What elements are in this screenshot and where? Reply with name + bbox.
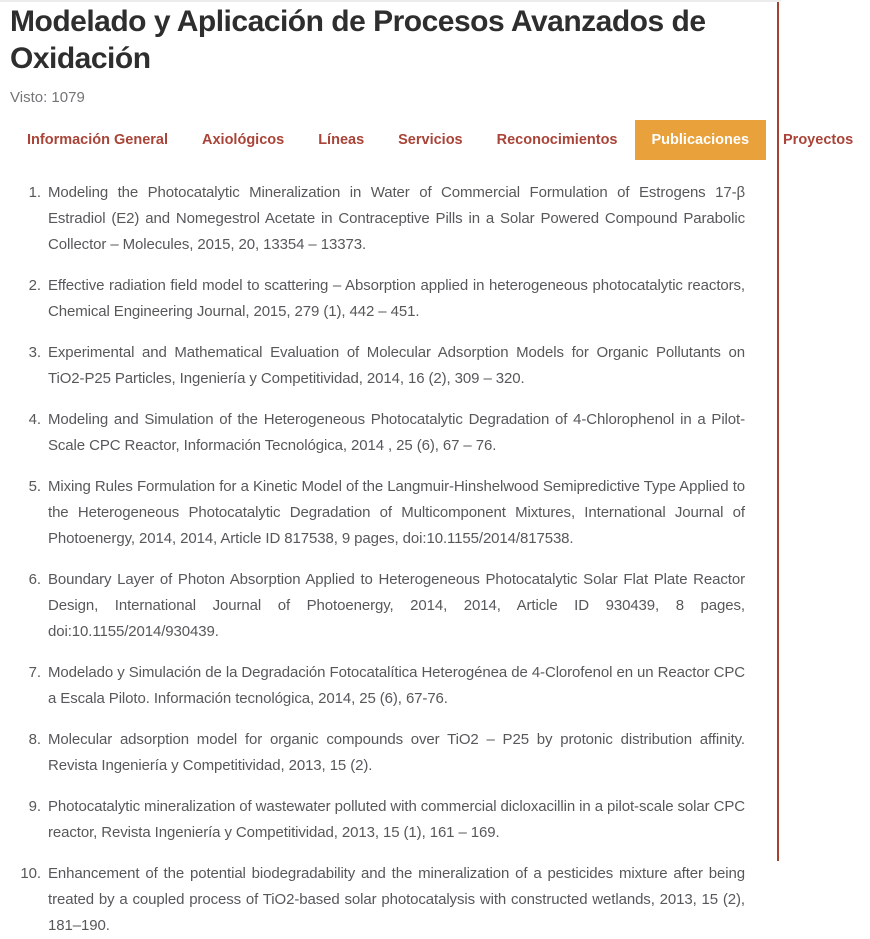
publication-item: 6. Boundary Layer of Photon Absorption Applied to Heterogeneous Photocatalytic Solar Flat Plate Reactor Design, International Journal of Photoenergy, 2014, 2014, Article ID 930439, 8 pages, doi:10.1155/2014/930439. [45, 567, 745, 645]
publication-item: 2. Effective radiation field model to scattering – Absorption applied in heterogeneous photocatalytic reactors, Chemical Engineering Journal, 2015, 279 (1), 442 – 451. [45, 273, 745, 325]
page-right-border [777, 2, 779, 861]
publication-item: 10. Enhancement of the potential biodegradability and the mineralization of a pesticides mixture after being treated by a coupled process of TiO2-based solar photocatalysis with constructed wetlands, 2013, 15 (2), 181–190. [45, 861, 745, 939]
publication-item: 4. Modeling and Simulation of the Heterogeneous Photocatalytic Degradation of 4-Chlorophenol in a Pilot-Scale CPC Reactor, Información Tecnológica, 2014 , 25 (6), 67 – 76. [45, 407, 745, 459]
visits-counter: Visto: 1079 [10, 89, 85, 106]
publication-item: 1. Modeling the Photocatalytic Mineralization in Water of Commercial Formulation of Estrogens 17-β Estradiol (E2) and Nomegestrol Acetate in Contraceptive Pills in a Solar Powered Compound Parabolic Collector – Molecules, 2015, 20, 13354 – 13373. [45, 180, 745, 258]
publication-item: 3. Experimental and Mathematical Evaluation of Molecular Adsorption Models for Organic Pollutants on TiO2-P25 Particles, Ingeniería y Competitividad, 2014, 16 (2), 309 – 320. [45, 340, 745, 392]
tab-proyectos[interactable]: Proyectos [783, 132, 854, 148]
publications-list [0, 180, 781, 939]
tab-servicios[interactable]: Servicios [398, 132, 463, 148]
section-tab-bar [10, 120, 854, 160]
page-title: Modelado y Aplicación de Procesos Avanzados de Oxidación [10, 5, 706, 75]
publication-item: 5. Mixing Rules Formulation for a Kinetic Model of the Langmuir-Hinshelwood Semipredictive Type Applied to the Heterogeneous Photocatalytic Degradation of Multicomponent Mixtures, International Journal of Photoenergy, 2014, 2014, Article ID 817538, 9 pages, doi:10.1155/2014/817538. [45, 474, 745, 552]
tab-reconocimientos[interactable]: Reconocimientos [496, 132, 618, 148]
tab-lineas[interactable]: Líneas [318, 132, 365, 148]
tab-axiologicos[interactable]: Axiológicos [202, 132, 285, 148]
publication-item: 7. Modelado y Simulación de la Degradación Fotocatalítica Heterogénea de 4-Clorofenol en un Reactor CPC a Escala Piloto. Información tecnológica, 2014, 25 (6), 67-76. [45, 660, 745, 712]
tab-publicaciones[interactable]: Publicaciones [635, 120, 767, 160]
publication-item: 9. Photocatalytic mineralization of wastewater polluted with commercial dicloxacillin in a pilot-scale solar CPC reactor, Revista Ingeniería y Competitividad, 2013, 15 (1), 161 – 169. [45, 794, 745, 846]
publication-item: 8. Molecular adsorption model for organic compounds over TiO2 – P25 by protonic distribution affinity. Revista Ingeniería y Competitividad, 2013, 15 (2). [45, 727, 745, 779]
tab-informacion-general[interactable]: Información General [27, 132, 169, 148]
